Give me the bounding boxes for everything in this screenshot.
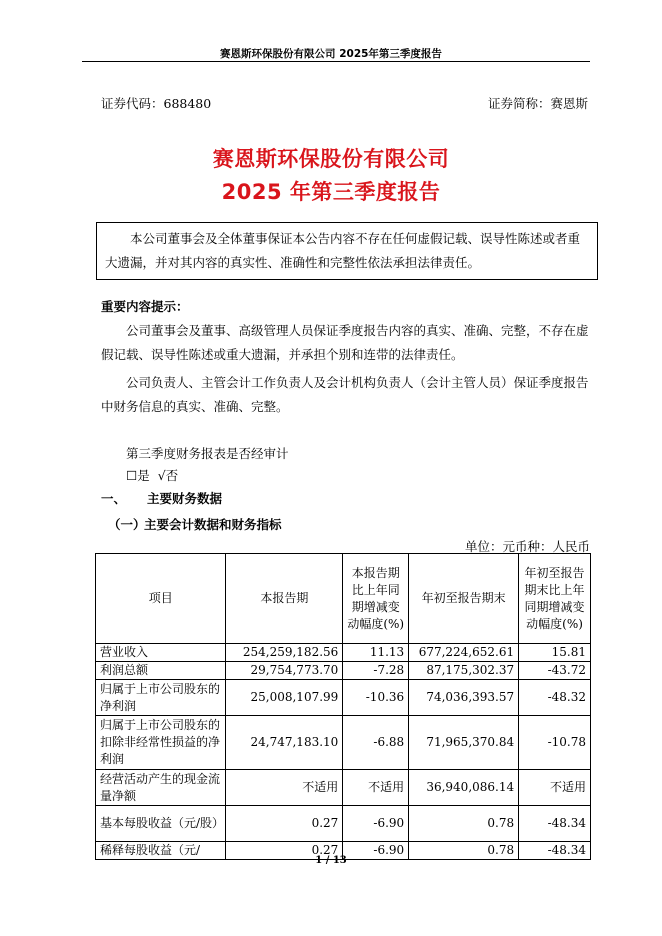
row-current: 29,754,773.70: [226, 662, 343, 680]
row-current: 25,008,107.99: [226, 680, 343, 716]
table-header-row: [96, 554, 591, 644]
row-ytd-change: 不适用: [519, 770, 591, 806]
col-header-ytd-change: 年初至报告期末比上年同期增减变动幅度(%): [519, 554, 591, 644]
row-ytd: 0.78: [409, 806, 519, 842]
col-header-ytd: 年初至报告期末: [409, 554, 519, 644]
row-current: 24,747,183.10: [226, 716, 343, 770]
report-title: 2025 年第三季度报告: [221, 180, 441, 204]
row-item: 归属于上市公司股东的扣除非经常性损益的净利润: [96, 716, 226, 770]
audit-question: 第三季度财务报表是否经审计: [126, 446, 289, 461]
table-row: [96, 662, 591, 680]
row-current-change: -6.88: [343, 716, 409, 770]
running-header: 赛恩斯环保股份有限公司 2025年第三季度报告: [220, 48, 442, 60]
row-item: 利润总额: [96, 662, 226, 680]
stock-abbreviation: 证券简称：赛恩斯: [487, 96, 588, 111]
board-statement-box: [96, 222, 598, 280]
row-ytd: 71,965,370.84: [409, 716, 519, 770]
section-title: 主要财务数据: [147, 491, 223, 506]
row-current-change: 不适用: [343, 770, 409, 806]
stock-code: 证券代码：688480: [101, 96, 212, 111]
table-row: [96, 716, 591, 770]
row-current-change: -6.90: [343, 842, 409, 860]
row-ytd: 74,036,393.57: [409, 680, 519, 716]
row-ytd-change: -48.32: [519, 680, 591, 716]
financial-indicators-table: [95, 553, 591, 860]
col-header-item: 项目: [96, 554, 226, 644]
section-heading-1: [101, 489, 222, 507]
row-ytd: 36,940,086.14: [409, 770, 519, 806]
header-rule: [82, 61, 590, 62]
row-current-change: -7.28: [343, 662, 409, 680]
row-current-change: -10.36: [343, 680, 409, 716]
table-row: [96, 770, 591, 806]
board-statement: 本公司董事会及全体董事保证本公告内容不存在任何虚假记载、误导性陈述或者重大遗漏，并对其内容的真实性、准确性和完整性依法承担法律责任。: [105, 231, 581, 270]
row-ytd: 0.78: [409, 842, 519, 860]
row-ytd-change: -48.34: [519, 806, 591, 842]
currency-unit: 单位：元币种：人民币: [464, 539, 590, 554]
row-ytd-change: -10.78: [519, 716, 591, 770]
row-current: 0.27: [226, 842, 343, 860]
row-current: 不适用: [226, 770, 343, 806]
row-current-change: 11.13: [343, 644, 409, 662]
important-paragraph-1: 公司董事会及董事、高级管理人员保证季度报告内容的真实、准确、完整，不存在虚假记载、误导性陈述或重大遗漏，并承担个别和连带的法律责任。: [101, 323, 589, 362]
subsection-heading: [108, 515, 282, 533]
important-notice-label: 重要内容提示：: [101, 299, 189, 314]
row-ytd: 87,175,302.37: [409, 662, 519, 680]
row-current: 254,259,182.56: [226, 644, 343, 662]
audit-option-yes: ☐是: [126, 468, 150, 483]
row-item: 基本每股收益（元/股）: [96, 806, 226, 842]
row-item: 归属于上市公司股东的净利润: [96, 680, 226, 716]
section-number: 一、: [101, 491, 127, 506]
company-title: 赛恩斯环保股份有限公司: [212, 147, 450, 171]
subsection-title: 主要会计数据和财务指标: [144, 517, 282, 532]
table-row: [96, 680, 591, 716]
row-current: 0.27: [226, 806, 343, 842]
row-ytd-change: -43.72: [519, 662, 591, 680]
important-paragraph-2: 公司负责人、主管会计工作负责人及会计机构负责人（会计主管人员）保证季度报告中财务信息的真实、准确、完整。: [101, 375, 589, 414]
subsection-number: （一）: [108, 517, 146, 532]
page-number: 1 / 13: [315, 855, 347, 866]
row-item: 营业收入: [96, 644, 226, 662]
audit-option-no: √否: [157, 468, 179, 483]
col-header-current: 本报告期: [226, 554, 343, 644]
row-ytd: 677,224,652.61: [409, 644, 519, 662]
col-header-current-change: 本报告期比上年同期增减变动幅度(%): [343, 554, 409, 644]
row-ytd-change: 15.81: [519, 644, 591, 662]
table-row: [96, 806, 591, 842]
row-item: 经营活动产生的现金流量净额: [96, 770, 226, 806]
row-current-change: -6.90: [343, 806, 409, 842]
table-row: [96, 644, 591, 662]
row-ytd-change: -48.34: [519, 842, 591, 860]
row-item: 稀释每股收益（元/: [96, 842, 226, 860]
audit-options: [126, 466, 186, 484]
